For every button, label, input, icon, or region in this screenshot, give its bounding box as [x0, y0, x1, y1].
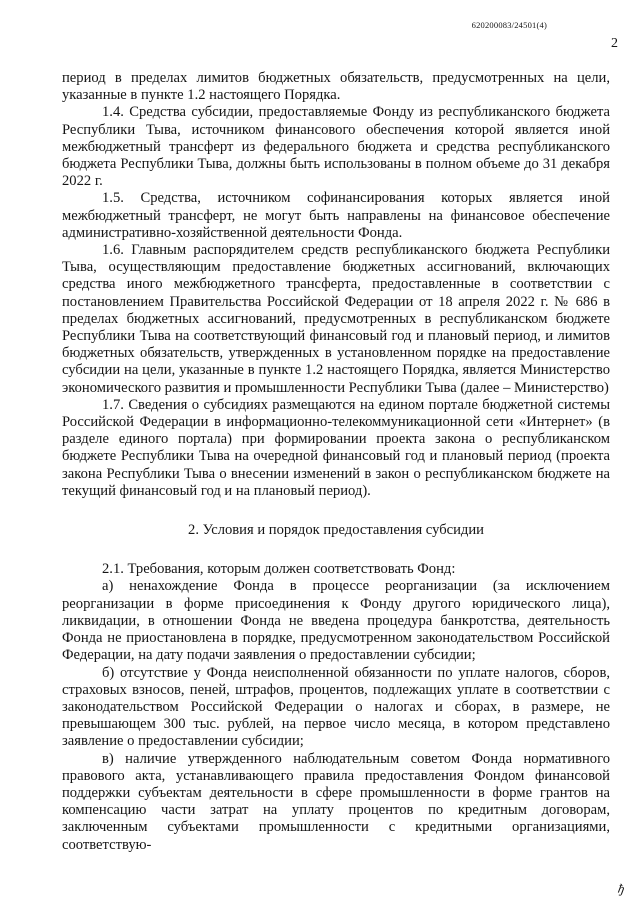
paragraph-2-1-v: в) наличие утвержденного наблюдательным советом Фонда нормативного правового акта, устанавливающего правила предоставления Фондом финансовой поддержки субъектам деятельности в сфере промышленности в форме грантов на компенсацию части затрат на уплату процентов по кредитным договорам, заключенным субъектами промышленности с кредитными организациями, соответствую-	[62, 750, 610, 853]
paragraph-1-7: 1.7. Сведения о субсидиях размещаются на едином портале бюджетной системы Российской Федерации в информационно-телекоммуникационной сети «Интернет» (в разделе единого портала) при формировании проекта закона о республиканском бюджете Республики Тыва на очередной финансовый год и плановый период (проекта закона Республики Тыва о внесении изменений в закон о республиканском бюджете на текущий финансовый год и на плановый период).	[62, 396, 610, 499]
paragraph-1-4: 1.4. Средства субсидии, предоставляемые Фонду из республиканского бюджета Республики Тыва, источником финансового обеспечения которой является иной межбюджетный трансферт из федерального бюджета и средства республиканского бюджета Республики Тыва, должны быть использованы в полном объеме до 31 декабря 2022 г.	[62, 104, 610, 190]
document-registration-code: 620200083/24501(4)	[471, 20, 547, 30]
paragraph-1-5: 1.5. Средства, источником софинансирования которых является иной межбюджетный трансферт, не могут быть направлены на финансовое обеспечение административно-хозяйственной деятельности Фонда.	[62, 190, 610, 241]
paragraph-1-6: 1.6. Главным распорядителем средств республиканского бюджета Республики Тыва, осуществляющим предоставление бюджетных ассигнований, включающих средства иного межбюджетного трансферта, предоставленные в соответствии с постановлением Правительства Российской Федерации от 18 апреля 2022 г. № 686 в пределах бюджетных ассигнований, предусмотренных в республиканском бюджете Республики Тыва на соответствующий финансовый год и плановый период, и лимитов бюджетных обязательств, утвержденных в установленном порядке на предоставление субсидии на цели, указанные в пункте 1.2 настоящего Порядка, является Министерство экономического развития и промышленности Республики Тыва (далее – Министерство)	[62, 242, 610, 396]
document-body	[62, 70, 610, 854]
paragraph-intro-continuation: период в пределах лимитов бюджетных обязательств, предусмотренных на цели, указанные в пункте 1.2 настоящего Порядка.	[62, 70, 610, 104]
section-title: 2. Условия и порядок предоставления субсидии	[188, 522, 484, 539]
page-number: 2	[611, 36, 618, 51]
handwritten-initial-mark: ђ	[616, 880, 626, 897]
paragraph-2-1-b: б) отсутствие у Фонда неисполненной обязанности по уплате налогов, сборов, страховых взносов, пеней, штрафов, процентов, подлежащих уплате в соответствии с законодательством Российской Федерации о налогах и сборах, в размере, не превышающем 300 тыс. рублей, на первое число месяца, в котором представлено заявление о предоставлении субсидии;	[62, 664, 610, 750]
paragraph-2-1-a: а) ненахождение Фонда в процессе реорганизации (за исключением реорганизации в форме присоединения к Фонду другого юридического лица), ликвидации, в отношении Фонда не введена процедура банкротства, деятельность Фонда не приостановлена в порядке, предусмотренном законодательством Российской Федерации, на дату подачи заявления о предоставлении субсидии;	[62, 578, 610, 664]
paragraph-2-1: 2.1. Требования, которым должен соответствовать Фонд:	[102, 561, 456, 578]
